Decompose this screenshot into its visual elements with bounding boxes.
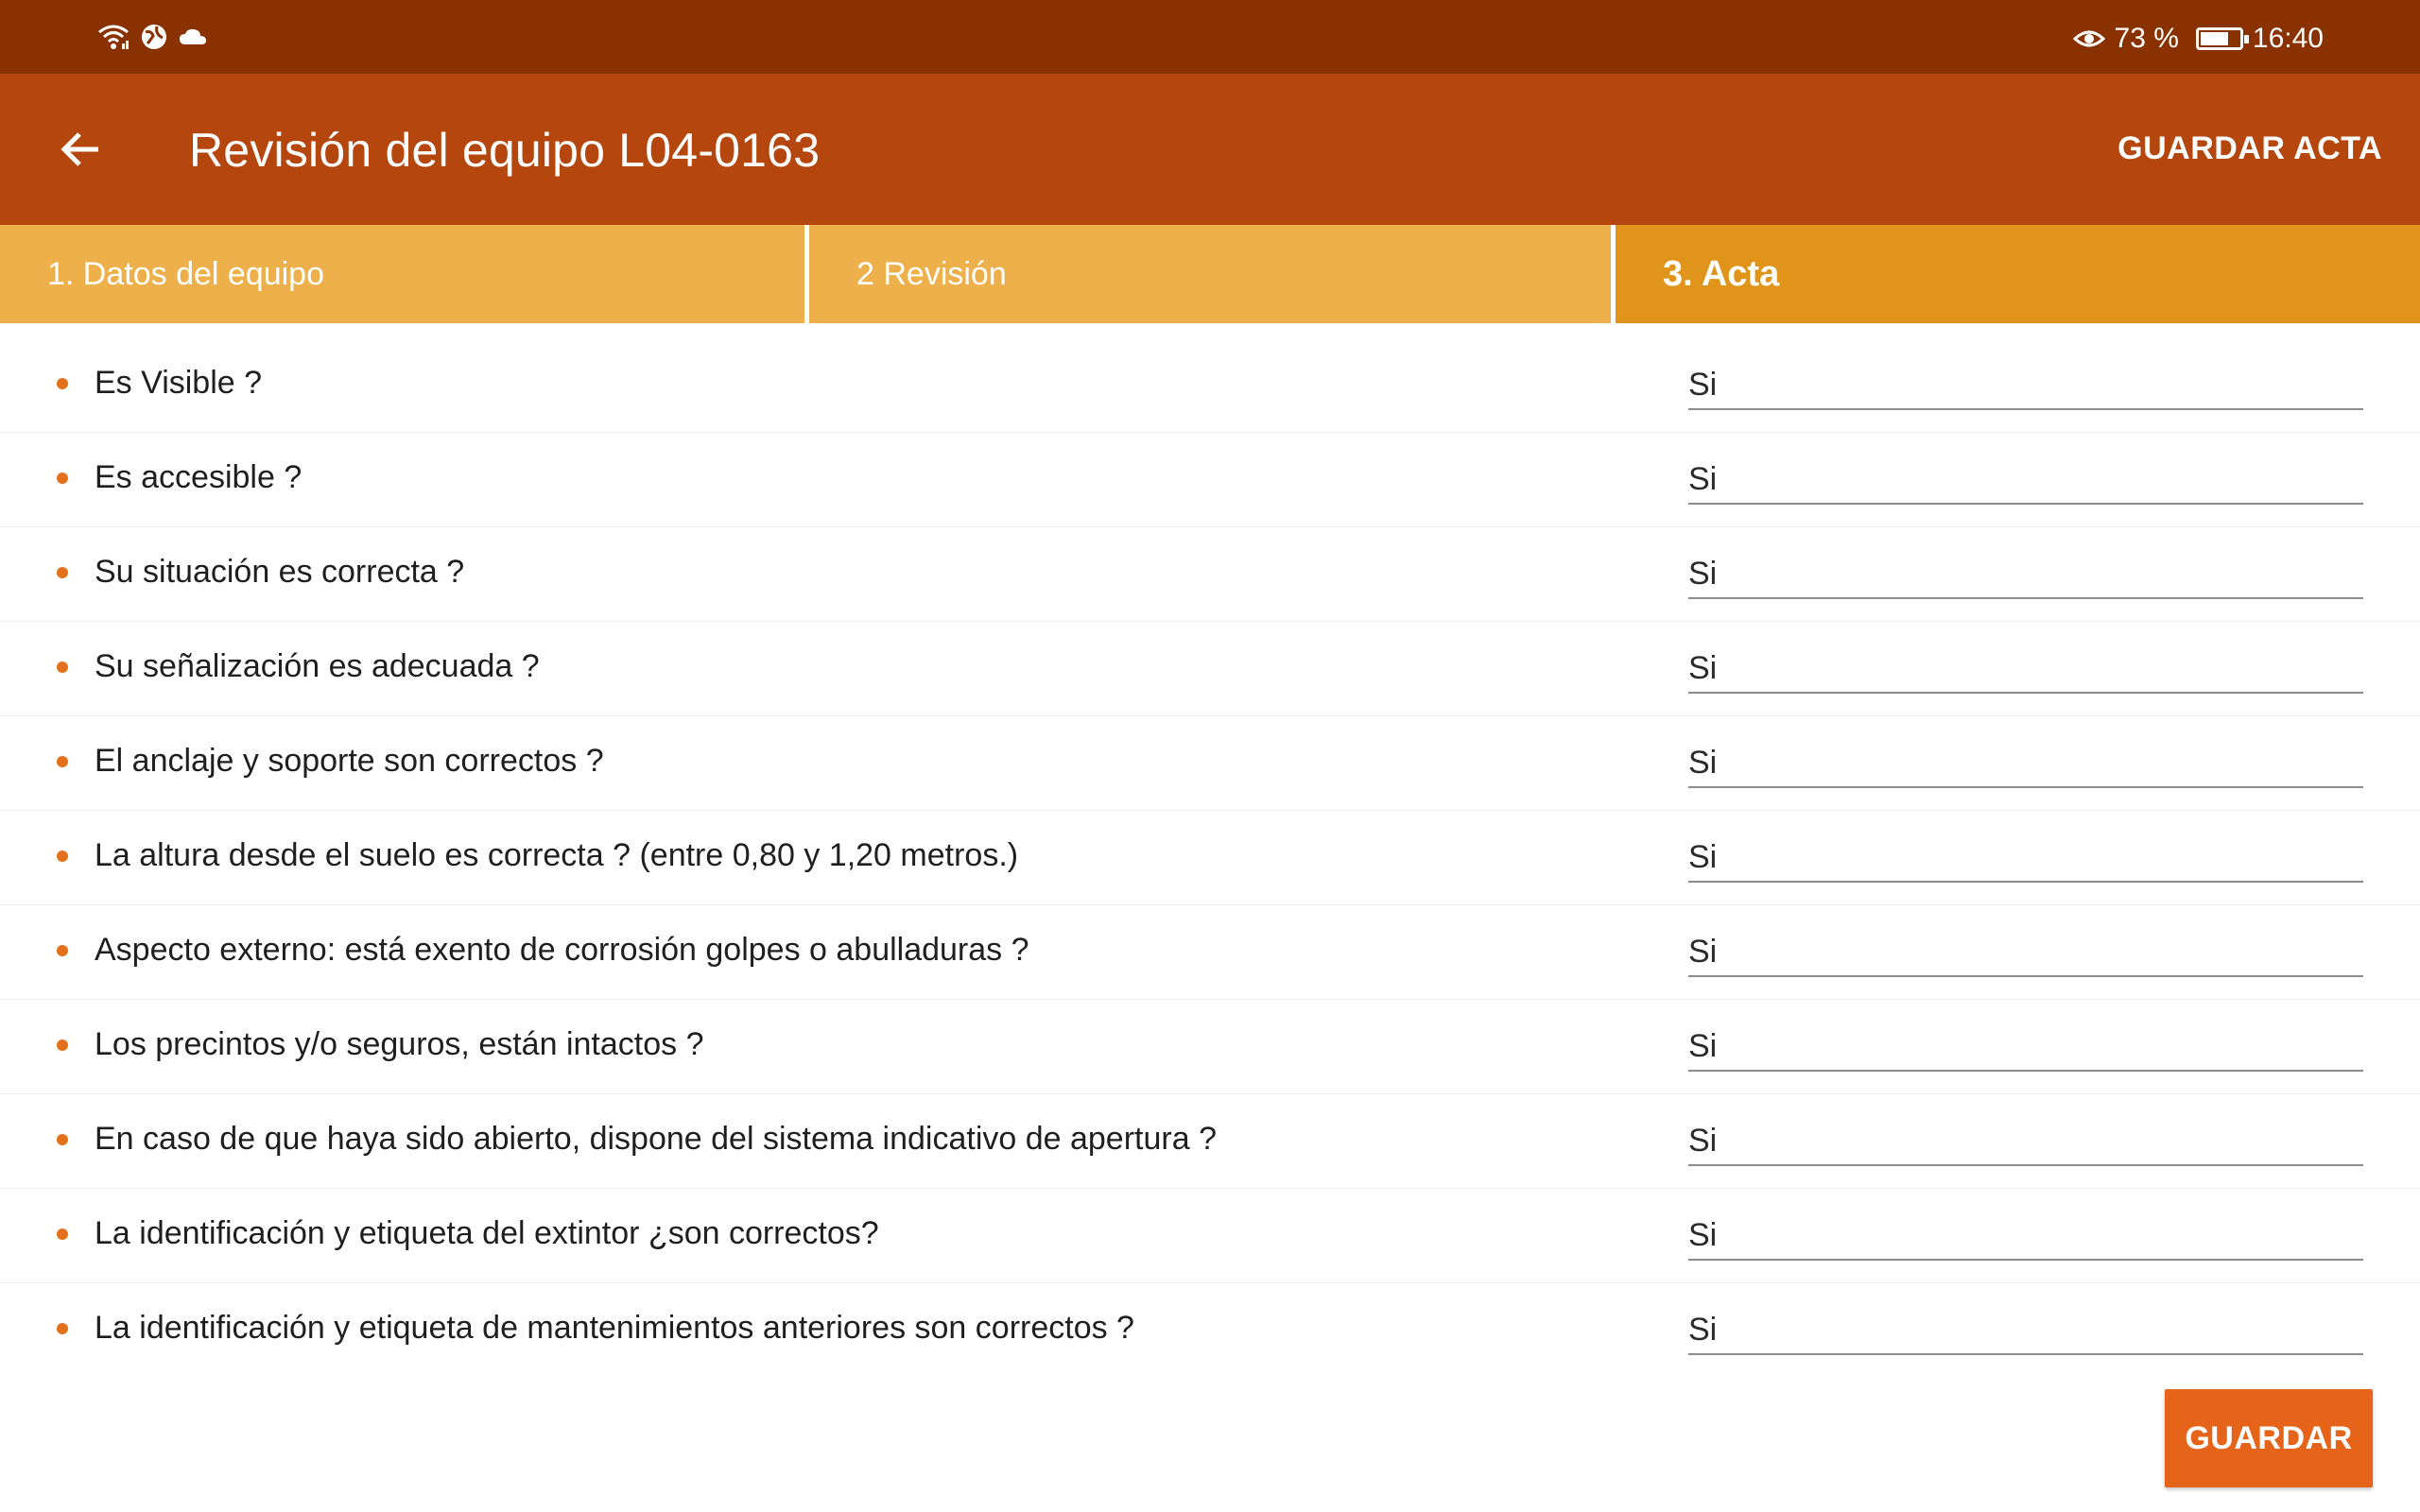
question-list [0, 338, 2420, 1378]
bullet-icon [57, 378, 68, 389]
wifi-icon [96, 23, 130, 51]
answer-dropdown[interactable] [1688, 639, 2363, 694]
answer-value: Si [1688, 1312, 1718, 1348]
battery-icon [2196, 27, 2243, 50]
question-row [0, 1094, 2420, 1189]
answer-dropdown[interactable] [1688, 922, 2363, 977]
app-bar [0, 74, 2420, 225]
question-label: Su situación es correcta ? [95, 554, 465, 590]
question-row [0, 811, 2420, 905]
answer-value: Si [1688, 1123, 1718, 1159]
clock: 16:40 [2252, 23, 2324, 54]
question-label: Es accesible ? [95, 459, 302, 495]
cloud-icon [178, 26, 208, 48]
answer-value: Si [1688, 1217, 1718, 1253]
save-acta-button[interactable]: GUARDAR ACTA [2118, 130, 2382, 166]
question-label: Aspecto externo: está exento de corrosión golpes o abulladuras ? [95, 932, 1029, 968]
bullet-icon [57, 662, 68, 673]
bullet-icon [57, 1228, 68, 1240]
answer-dropdown[interactable] [1688, 733, 2363, 788]
eye-comfort-icon [2073, 27, 2105, 50]
answer-dropdown[interactable] [1688, 544, 2363, 599]
back-button[interactable] [53, 121, 110, 178]
question-label: La altura desde el suelo es correcta ? (entre 0,80 y 1,20 metros.) [95, 837, 1019, 873]
question-label: En caso de que haya sido abierto, dispone del sistema indicativo de apertura ? [95, 1121, 1217, 1157]
question-row [0, 527, 2420, 622]
battery-percent: 73 % [2114, 23, 2179, 54]
bullet-icon [57, 1040, 68, 1051]
question-row [0, 622, 2420, 716]
answer-value: Si [1688, 367, 1718, 403]
question-label: Los precintos y/o seguros, están intactos ? [95, 1026, 704, 1062]
status-bar [0, 0, 2420, 74]
arrow-left-icon [53, 121, 110, 178]
question-row [0, 1189, 2420, 1283]
question-label: La identificación y etiqueta del extintor ¿son correctos? [95, 1215, 879, 1251]
bullet-icon [57, 567, 68, 578]
question-label: Su señalización es adecuada ? [95, 648, 540, 684]
bullet-icon [57, 756, 68, 767]
bullet-icon [57, 1134, 68, 1145]
battery-fill [2201, 32, 2228, 45]
answer-value: Si [1688, 461, 1718, 497]
tab-datos-del-equipo[interactable]: 1. Datos del equipo [47, 255, 324, 292]
bullet-icon [57, 1323, 68, 1334]
question-label: La identificación y etiqueta de mantenimientos anteriores son correctos ? [95, 1310, 1134, 1346]
answer-value: Si [1688, 650, 1718, 686]
tab-acta[interactable]: 3. Acta [1611, 225, 2420, 323]
question-row [0, 433, 2420, 527]
question-row [0, 338, 2420, 433]
answer-value: Si [1688, 745, 1718, 781]
question-row [0, 716, 2420, 811]
bullet-icon [57, 472, 68, 484]
answer-dropdown[interactable] [1688, 828, 2363, 883]
step-tabs [0, 225, 2420, 323]
answer-value: Si [1688, 1028, 1718, 1064]
question-row [0, 1000, 2420, 1094]
answer-dropdown[interactable] [1688, 1017, 2363, 1072]
page-title: Revisión del equipo L04-0163 [189, 124, 821, 177]
answer-dropdown[interactable] [1688, 1206, 2363, 1261]
answer-dropdown[interactable] [1688, 1300, 2363, 1355]
question-label: Es Visible ? [95, 365, 263, 401]
status-icons [96, 23, 208, 51]
tab-revision[interactable]: 2 Revisión [804, 225, 1611, 323]
question-row [0, 905, 2420, 1000]
bullet-icon [57, 945, 68, 956]
question-label: El anclaje y soporte son correctos ? [95, 743, 604, 779]
bullet-icon [57, 850, 68, 862]
status-right [2073, 23, 2324, 55]
answer-value: Si [1688, 556, 1718, 592]
answer-value: Si [1688, 934, 1718, 970]
answer-dropdown[interactable] [1688, 450, 2363, 505]
answer-value: Si [1688, 839, 1718, 875]
answer-dropdown[interactable] [1688, 355, 2363, 410]
vpn-globe-icon [140, 23, 168, 51]
question-row [0, 1283, 2420, 1378]
guardar-button[interactable]: GUARDAR [2165, 1389, 2373, 1487]
answer-dropdown[interactable] [1688, 1111, 2363, 1166]
